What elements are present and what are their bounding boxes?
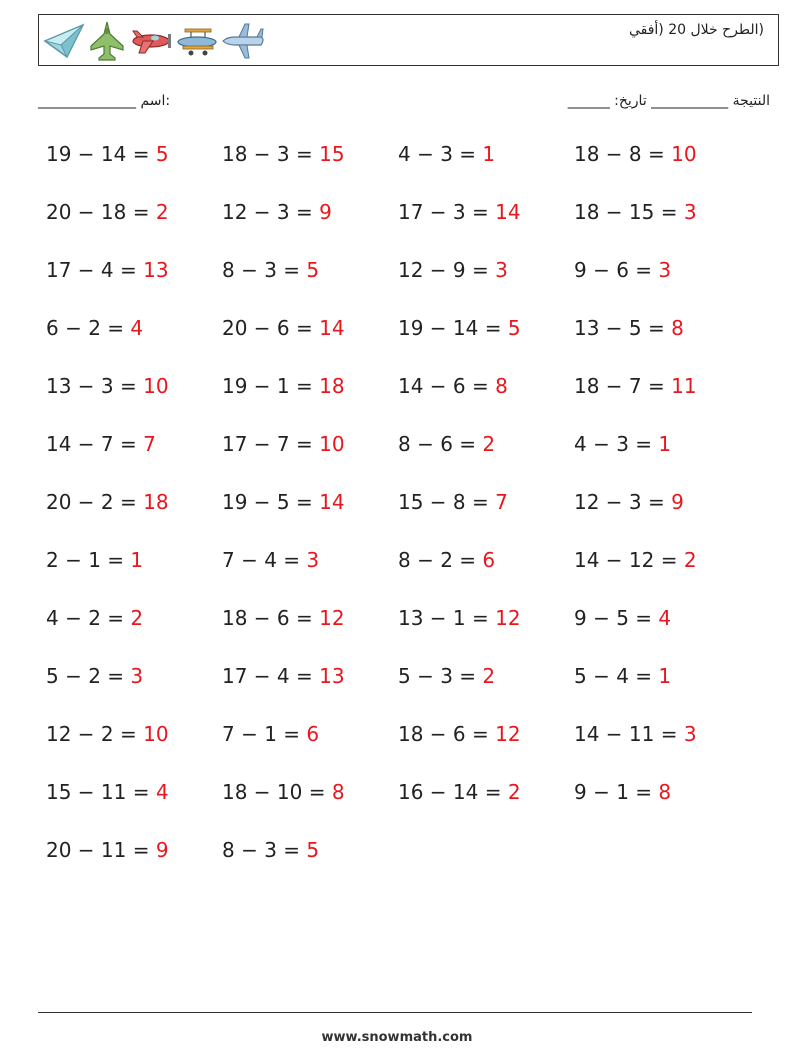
problem-answer: 13	[319, 664, 345, 688]
problem-question: 15 − 11 =	[46, 780, 156, 804]
paper-plane-icon	[43, 21, 85, 61]
problem-question: 5 − 3 =	[398, 664, 483, 688]
problem-answer: 8	[331, 780, 345, 804]
subtraction-problem	[46, 606, 143, 630]
problem-question: 7 − 4 =	[222, 548, 307, 572]
worksheet-title: (الطرح خلال 20 (أفقي	[628, 22, 764, 38]
subtraction-problem	[222, 722, 319, 746]
problem-question: 20 − 18 =	[46, 200, 156, 224]
problem-answer: 7	[495, 490, 508, 514]
subtraction-problem	[46, 142, 169, 166]
problem-question: 20 − 2 =	[46, 490, 144, 514]
problem-answer: 10	[143, 374, 169, 398]
subtraction-problem	[574, 142, 697, 166]
problem-question: 17 − 4 =	[46, 258, 144, 282]
problem-answer: 10	[143, 722, 169, 746]
problem-answer: 3	[306, 548, 320, 572]
problem-question: 16 − 14 =	[398, 780, 508, 804]
problem-answer: 10	[319, 432, 345, 456]
footer-divider	[38, 1012, 752, 1013]
problem-question: 14 − 11 =	[574, 722, 684, 746]
subtraction-problem	[398, 664, 495, 688]
subtraction-problem	[574, 316, 684, 340]
footer-url: www.snowmath.com	[321, 1030, 473, 1045]
subtraction-problem	[46, 780, 169, 804]
problem-question: 17 − 3 =	[398, 200, 496, 224]
problem-answer: 12	[319, 606, 345, 630]
problem-answer: 1	[658, 664, 672, 688]
problem-answer: 10	[671, 142, 697, 166]
problem-answer: 1	[482, 142, 496, 166]
problem-answer: 8	[495, 374, 508, 398]
problem-answer: 14	[319, 316, 345, 340]
problem-question: 8 − 2 =	[398, 548, 483, 572]
problem-question: 9 − 6 =	[574, 258, 659, 282]
header-icons	[43, 19, 265, 63]
problem-question: 2 − 1 =	[46, 548, 131, 572]
problem-answer: 14	[495, 200, 521, 224]
subtraction-problem	[46, 258, 169, 282]
subtraction-problem	[574, 432, 671, 456]
subtraction-problem	[222, 606, 345, 630]
problem-answer: 12	[495, 606, 521, 630]
date-blank: ______	[567, 93, 610, 109]
subtraction-problem	[574, 374, 697, 398]
problem-answer: 5	[306, 838, 320, 862]
subtraction-problem	[222, 374, 345, 398]
problem-question: 19 − 14 =	[398, 316, 508, 340]
problem-answer: 3	[130, 664, 144, 688]
subtraction-problem	[574, 258, 671, 282]
problem-question: 13 − 1 =	[398, 606, 496, 630]
problem-question: 17 − 4 =	[222, 664, 320, 688]
problem-question: 19 − 5 =	[222, 490, 320, 514]
name-blank: ______________	[38, 93, 136, 109]
subtraction-problem	[398, 606, 521, 630]
subtraction-problem	[398, 316, 521, 340]
problem-answer: 2	[482, 432, 496, 456]
problem-answer: 6	[306, 722, 320, 746]
problem-answer: 13	[143, 258, 169, 282]
subtraction-problem	[222, 490, 345, 514]
problem-question: 8 − 3 =	[222, 258, 307, 282]
subtraction-problem	[222, 838, 319, 862]
problem-question: 19 − 1 =	[222, 374, 320, 398]
problem-question: 18 − 10 =	[222, 780, 332, 804]
problem-answer: 18	[143, 490, 169, 514]
problem-answer: 4	[658, 606, 672, 630]
subtraction-problem	[398, 142, 495, 166]
problem-answer: 9	[671, 490, 684, 514]
problem-answer: 1	[130, 548, 144, 572]
problem-answer: 2	[507, 780, 521, 804]
subtraction-problem	[46, 664, 143, 688]
subtraction-problem	[574, 722, 697, 746]
problem-question: 19 − 14 =	[46, 142, 156, 166]
problem-question: 7 − 1 =	[222, 722, 307, 746]
subtraction-problem	[46, 722, 169, 746]
problem-answer: 3	[683, 200, 697, 224]
subtraction-problem	[398, 722, 521, 746]
subtraction-problem	[222, 316, 345, 340]
biplane-icon	[175, 23, 219, 59]
problem-answer: 2	[155, 200, 169, 224]
subtraction-problem	[398, 258, 508, 282]
subtraction-problem	[398, 432, 495, 456]
subtraction-problem	[46, 548, 143, 572]
problem-answer: 11	[671, 374, 697, 398]
subtraction-problem	[46, 490, 169, 514]
subtraction-problem	[574, 200, 697, 224]
subtraction-problem	[46, 200, 169, 224]
subtraction-problem	[46, 316, 143, 340]
problem-question: 4 − 3 =	[574, 432, 659, 456]
subtraction-problem	[46, 838, 169, 862]
subtraction-problem	[222, 432, 345, 456]
problem-question: 14 − 12 =	[574, 548, 684, 572]
fighter-jet-icon	[87, 20, 127, 62]
red-propeller-plane-icon	[129, 23, 173, 59]
problem-answer: 5	[155, 142, 169, 166]
problem-answer: 7	[143, 432, 156, 456]
subtraction-problem	[398, 490, 508, 514]
subtraction-problem	[222, 200, 332, 224]
problem-answer: 3	[683, 722, 697, 746]
score-label: النتيجة	[732, 93, 770, 109]
problem-answer: 14	[319, 490, 345, 514]
problem-question: 12 − 9 =	[398, 258, 496, 282]
problem-question: 8 − 6 =	[398, 432, 483, 456]
problem-question: 18 − 6 =	[222, 606, 320, 630]
subtraction-problem	[46, 432, 156, 456]
subtraction-problem	[222, 664, 345, 688]
problem-answer: 2	[683, 548, 697, 572]
problem-question: 6 − 2 =	[46, 316, 131, 340]
problem-question: 20 − 6 =	[222, 316, 320, 340]
problem-question: 18 − 8 =	[574, 142, 672, 166]
problem-answer: 4	[130, 316, 144, 340]
subtraction-problem	[398, 548, 495, 572]
subtraction-problem	[574, 664, 671, 688]
problem-answer: 18	[319, 374, 345, 398]
problem-answer: 9	[155, 838, 169, 862]
subtraction-problem	[574, 780, 671, 804]
problem-answer: 5	[507, 316, 521, 340]
problem-question: 4 − 3 =	[398, 142, 483, 166]
problem-answer: 3	[658, 258, 672, 282]
problem-question: 9 − 5 =	[574, 606, 659, 630]
subtraction-problem	[574, 490, 684, 514]
problem-question: 20 − 11 =	[46, 838, 156, 862]
subtraction-problem	[398, 780, 521, 804]
problem-question: 12 − 3 =	[222, 200, 320, 224]
score-blank: ___________	[651, 93, 729, 109]
problem-question: 13 − 3 =	[46, 374, 144, 398]
problem-question: 12 − 3 =	[574, 490, 672, 514]
problem-answer: 12	[495, 722, 521, 746]
subtraction-problem	[46, 374, 169, 398]
problem-question: 5 − 4 =	[574, 664, 659, 688]
problem-answer: 4	[155, 780, 169, 804]
problem-question: 14 − 6 =	[398, 374, 496, 398]
problem-question: 18 − 15 =	[574, 200, 684, 224]
problem-question: 18 − 3 =	[222, 142, 320, 166]
problem-question: 5 − 2 =	[46, 664, 131, 688]
problem-answer: 5	[306, 258, 320, 282]
problem-answer: 2	[130, 606, 144, 630]
subtraction-problem	[222, 780, 345, 804]
problem-answer: 1	[658, 432, 672, 456]
name-field	[38, 93, 170, 109]
problem-answer: 15	[319, 142, 345, 166]
problem-answer: 8	[658, 780, 672, 804]
problem-question: 18 − 6 =	[398, 722, 496, 746]
problem-question: 15 − 8 =	[398, 490, 496, 514]
subtraction-problem	[574, 606, 671, 630]
date-score-field	[568, 93, 770, 109]
subtraction-problem	[574, 548, 697, 572]
worksheet-header	[38, 14, 779, 66]
subtraction-problem	[398, 200, 521, 224]
problem-question: 4 − 2 =	[46, 606, 131, 630]
problem-question: 18 − 7 =	[574, 374, 672, 398]
problem-answer: 2	[482, 664, 496, 688]
problem-question: 8 − 3 =	[222, 838, 307, 862]
problem-question: 14 − 7 =	[46, 432, 144, 456]
problem-question: 9 − 1 =	[574, 780, 659, 804]
subtraction-problem	[222, 258, 319, 282]
subtraction-problem	[222, 142, 345, 166]
problem-question: 13 − 5 =	[574, 316, 672, 340]
problem-answer: 6	[482, 548, 496, 572]
problem-question: 12 − 2 =	[46, 722, 144, 746]
name-label: اسم:	[140, 93, 171, 109]
problem-answer: 3	[495, 258, 508, 282]
problem-answer: 9	[319, 200, 332, 224]
airliner-icon	[221, 20, 265, 62]
problem-question: 17 − 7 =	[222, 432, 320, 456]
date-label: تاريخ:	[614, 93, 647, 109]
problem-answer: 8	[671, 316, 684, 340]
subtraction-problem	[222, 548, 319, 572]
subtraction-problem	[398, 374, 508, 398]
